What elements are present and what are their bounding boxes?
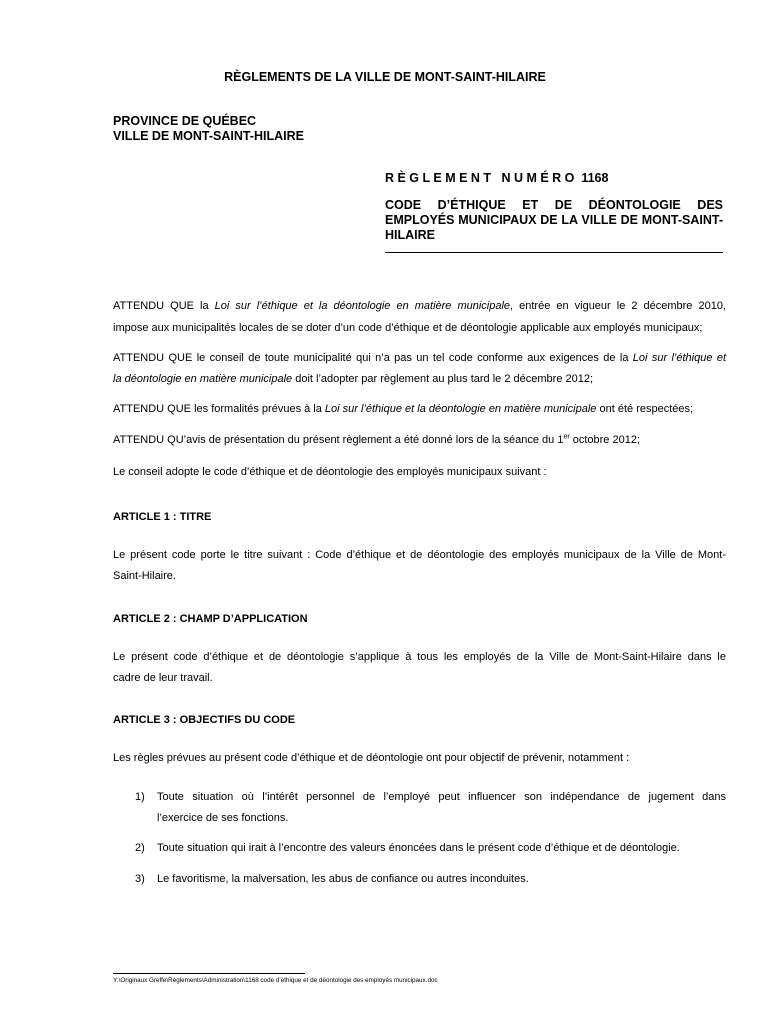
article-2-heading: ARTICLE 2 : CHAMP D’APPLICATION <box>113 613 308 625</box>
preamble-para-2-line-2 <box>113 369 726 390</box>
article-2-text-line-2: cadre de leur travail. <box>113 672 213 684</box>
text: ATTENDU QUE les formalités prévues à la <box>113 403 325 415</box>
article-3-heading: ARTICLE 3 : OBJECTIFS DU CODE <box>113 714 296 726</box>
preamble-para-3 <box>113 399 726 420</box>
footer-file-path: Y:\Originaux Greffe\Règlements\Administration\1168 code d’éthique et de déontologie des employés municipaux.doc <box>113 977 438 984</box>
article-1-heading: ARTICLE 1 : TITRE <box>113 511 212 523</box>
article-1-text-line-2: Saint-Hilaire. <box>113 570 176 582</box>
list-item-number: 3) <box>135 873 145 885</box>
list-item-number: 2) <box>135 842 145 854</box>
text: ont été respectées; <box>596 403 694 415</box>
list-item-3: Le favoritisme, la malversation, les abus de confiance ou autres inconduites. <box>157 873 529 885</box>
text: , entrée en vigueur le 2 décembre 2010, <box>510 300 726 312</box>
text: ATTENDU QUE le conseil de toute municipalité qui n’a pas un tel code conforme aux exigences de la <box>113 352 633 364</box>
title-underline <box>385 252 723 253</box>
law-title: Loi sur l’éthique et la déontologie en matière municipale <box>214 300 511 312</box>
preamble-para-4 <box>113 430 726 451</box>
superscript: er <box>563 433 570 441</box>
page-title: RÈGLEMENTS DE LA VILLE DE MONT-SAINT-HILAIRE <box>224 70 546 84</box>
list-item-number: 1) <box>135 791 145 803</box>
text: ATTENDU QUE la <box>113 300 215 312</box>
preamble-para-5: Le conseil adopte le code d’éthique et de déontologie des employés municipaux suivant : <box>113 466 547 478</box>
article-1-text-line-1: Le présent code porte le titre suivant : Code d’éthique et de déontologie des employés municipaux de la Ville de Mont- <box>113 549 726 561</box>
article-2-text-line-1: Le présent code d’éthique et de déontologie s’applique à tous les employés de la Ville de Mont-Saint-Hilaire dans le <box>113 651 726 663</box>
reglement-title-line-1: CODE D’ÉTHIQUE ET DE DÉONTOLOGIE DES <box>385 198 723 212</box>
reglement-number: R È G L E M E N T N U M É R O 1168 <box>385 171 609 185</box>
preamble-para-1-line-1 <box>113 296 726 317</box>
ville-label: VILLE DE MONT-SAINT-HILAIRE <box>113 129 304 143</box>
law-title: la déontologie en matière municipale <box>113 373 293 385</box>
article-3-intro: Les règles prévues au présent code d’éthique et de déontologie ont pour objectif de prévenir, notamment : <box>113 752 630 764</box>
list-item-1-line-1: Toute situation où l’intérêt personnel de l’employé peut influencer son indépendance de jugement dans <box>157 791 726 803</box>
province-label: PROVINCE DE QUÉBEC <box>113 114 257 128</box>
law-title: Loi sur l’éthique et <box>632 352 726 364</box>
text: ATTENDU QU’avis de présentation du présent règlement a été donné lors de la séance du 1 <box>113 434 564 446</box>
text: octobre 2012; <box>569 434 641 446</box>
preamble-para-1-line-2: impose aux municipalités locales de se doter d’un code d’éthique et de déontologie applicable aux employés municipaux; <box>113 322 703 334</box>
preamble-para-2-line-1 <box>113 348 726 369</box>
reglement-title-line-2: EMPLOYÉS MUNICIPAUX DE LA VILLE DE MONT-SAINT- <box>385 213 723 227</box>
law-title: Loi sur l’éthique et la déontologie en matière municipale <box>324 403 597 415</box>
footer-rule <box>113 973 305 974</box>
list-item-2: Toute situation qui irait à l’encontre des valeurs énoncées dans le présent code d’éthique et de déontologie. <box>157 842 680 854</box>
reglement-title-line-3: HILAIRE <box>385 228 435 242</box>
text: doit l’adopter par règlement au plus tard le 2 décembre 2012; <box>292 373 594 385</box>
list-item-1-line-2: l’exercice de ses fonctions. <box>157 812 289 824</box>
